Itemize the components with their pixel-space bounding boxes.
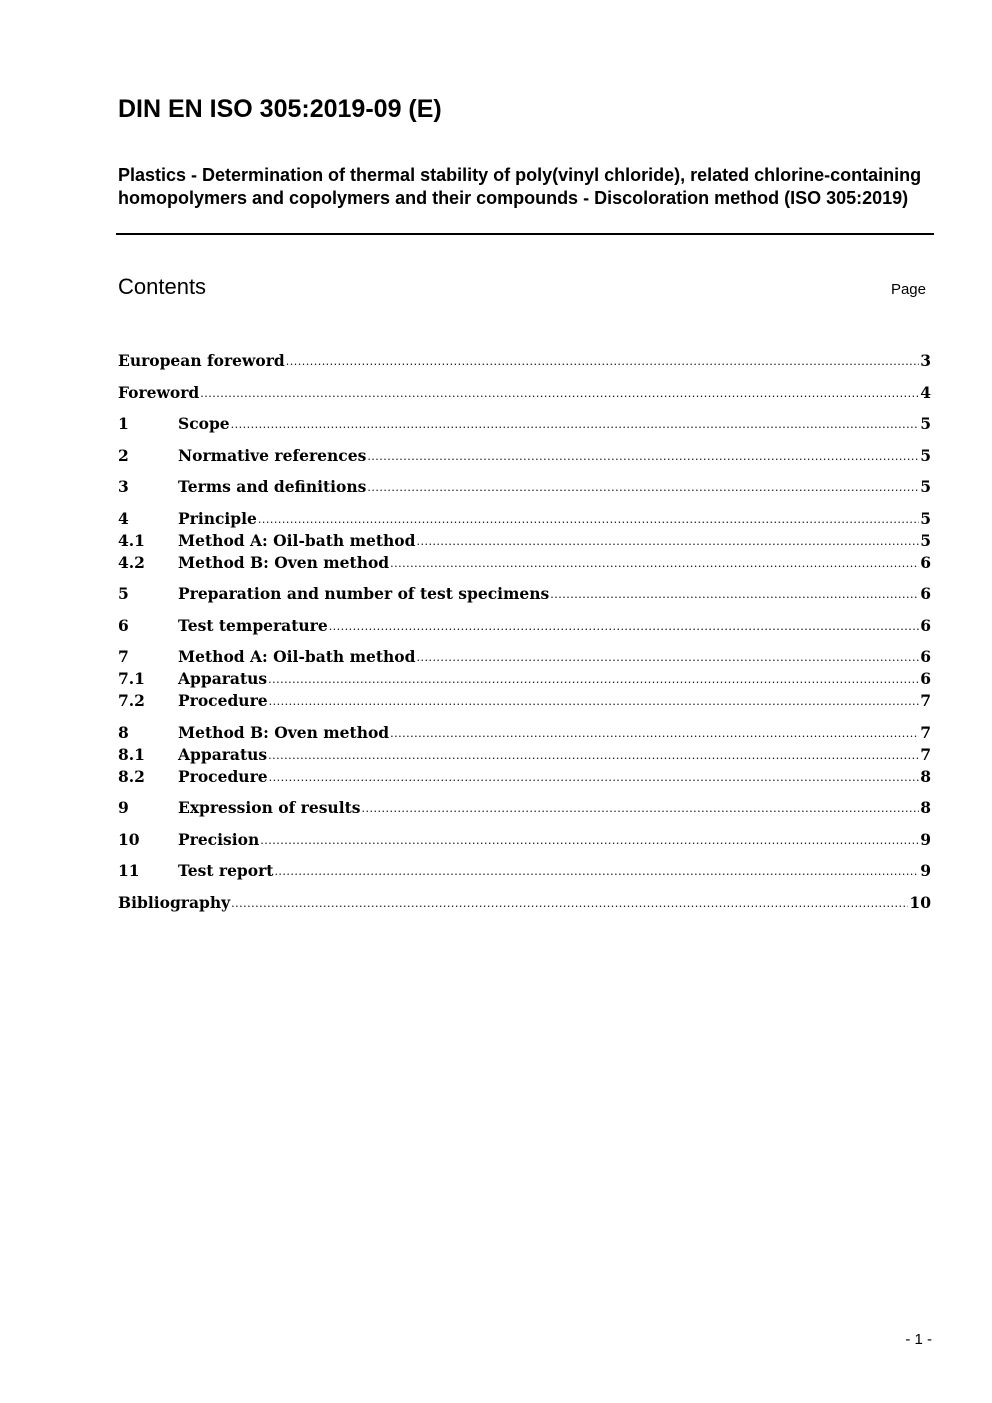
- toc-entry-foreword[interactable]: [118, 382, 931, 404]
- toc-entry-principle-method-a[interactable]: [118, 530, 931, 552]
- toc-entry-page: 6: [920, 584, 931, 603]
- toc-entry-number: 2: [118, 445, 129, 465]
- toc-entry-number: 4.1: [118, 530, 145, 550]
- toc-entry-page: 5: [920, 477, 931, 496]
- toc-entry-title: Apparatus: [178, 669, 268, 688]
- toc-leader-dots: [260, 830, 919, 852]
- toc-entry-number: 5: [118, 584, 129, 603]
- toc-entry-title: Procedure: [178, 766, 268, 786]
- toc-leader-dots: [416, 531, 919, 553]
- toc-entry-method-b-apparatus[interactable]: [118, 744, 931, 766]
- toc-entry-method-a[interactable]: [118, 646, 931, 668]
- toc-leader-dots: [416, 647, 919, 669]
- toc-entry-page: 8: [920, 766, 931, 786]
- toc-entry-title: Principle: [178, 508, 257, 528]
- title-divider: [116, 233, 934, 235]
- toc-entry-page: 5: [920, 530, 931, 550]
- toc-leader-dots: [231, 414, 920, 436]
- toc-entry-title: Normative references: [178, 445, 367, 465]
- table-of-contents: [118, 350, 931, 914]
- toc-entry-page: 5: [920, 508, 931, 528]
- toc-entry-page: 3: [920, 351, 931, 370]
- toc-entry-title: Method B: Oven method: [178, 552, 390, 572]
- toc-entry-page: 6: [920, 669, 931, 688]
- toc-leader-dots: [269, 691, 920, 713]
- page-number: - 1 -: [905, 1331, 932, 1348]
- toc-entry-title: Method B: Oven method: [178, 722, 390, 742]
- toc-entry-bibliography[interactable]: [118, 892, 931, 914]
- toc-entry-method-b[interactable]: [118, 722, 931, 744]
- toc-leader-dots: [231, 893, 908, 915]
- toc-entry-terms-and-definitions[interactable]: [118, 476, 931, 498]
- document-title: DIN EN ISO 305:2019-09 (E): [118, 95, 442, 123]
- toc-entry-number: 4.2: [118, 552, 145, 572]
- toc-entry-page: 6: [920, 615, 931, 635]
- toc-entry-page: 8: [920, 798, 931, 817]
- toc-entry-test-report[interactable]: [118, 860, 931, 882]
- toc-entry-number: 9: [118, 798, 129, 817]
- toc-entry-expression-of-results[interactable]: [118, 797, 931, 819]
- toc-leader-dots: [274, 861, 919, 883]
- toc-entry-page: 6: [920, 647, 931, 666]
- toc-entry-title: Test temperature: [178, 615, 328, 635]
- toc-entry-page: 4: [920, 382, 931, 402]
- toc-leader-dots: [367, 446, 919, 468]
- toc-leader-dots: [550, 584, 919, 606]
- toc-entry-title: Procedure: [178, 691, 268, 710]
- toc-entry-title: Method A: Oil-bath method: [178, 530, 416, 550]
- toc-entry-precision[interactable]: [118, 829, 931, 851]
- toc-leader-dots: [390, 553, 919, 575]
- toc-entry-number: 8.1: [118, 744, 145, 764]
- toc-leader-dots: [367, 477, 919, 499]
- toc-entry-page: 5: [920, 414, 931, 433]
- toc-leader-dots: [269, 767, 920, 789]
- toc-entry-title: Preparation and number of test specimens: [178, 584, 550, 603]
- toc-entry-number: 8: [118, 722, 129, 742]
- toc-entry-european-foreword[interactable]: [118, 350, 931, 372]
- toc-entry-title: Precision: [178, 829, 260, 849]
- contents-heading: Contents: [118, 274, 207, 299]
- toc-entry-number: 1: [118, 414, 129, 433]
- toc-entry-method-a-apparatus[interactable]: [118, 668, 931, 690]
- toc-entry-method-a-procedure[interactable]: [118, 690, 931, 712]
- toc-entry-page: 9: [920, 829, 931, 849]
- toc-leader-dots: [200, 383, 919, 405]
- toc-leader-dots: [268, 745, 919, 767]
- toc-entry-number: 6: [118, 615, 129, 635]
- toc-entry-title: Bibliography: [118, 892, 231, 912]
- toc-entry-title: Method A: Oil-bath method: [178, 647, 416, 666]
- toc-entry-preparation[interactable]: [118, 583, 931, 605]
- document-subtitle: Plastics - Determination of thermal stability of poly(vinyl chloride), related chlorine-containing homopolymers and copolymers and their compounds - Discoloration method (ISO 305:2019): [118, 165, 922, 208]
- toc-entry-number: 7.1: [118, 669, 145, 688]
- toc-entry-normative-references[interactable]: [118, 445, 931, 467]
- toc-entry-page: 7: [920, 691, 931, 710]
- toc-entry-page: 5: [920, 445, 931, 465]
- toc-leader-dots: [329, 616, 920, 638]
- toc-entry-page: 6: [920, 552, 931, 572]
- toc-entry-principle-method-b[interactable]: [118, 552, 931, 574]
- toc-entry-number: 7: [118, 647, 129, 666]
- toc-entry-number: 4: [118, 508, 129, 528]
- toc-entry-title: Foreword: [118, 382, 200, 402]
- toc-entry-title: Test report: [178, 861, 274, 880]
- toc-entry-method-b-procedure[interactable]: [118, 766, 931, 788]
- toc-leader-dots: [258, 509, 919, 531]
- toc-entry-title: Scope: [178, 414, 230, 433]
- toc-entry-number: 7.2: [118, 691, 145, 710]
- toc-leader-dots: [361, 798, 919, 820]
- toc-entry-title: Expression of results: [178, 798, 361, 817]
- toc-entry-page: 7: [920, 744, 931, 764]
- toc-entry-title: European foreword: [118, 351, 285, 370]
- toc-entry-number: 8.2: [118, 766, 145, 786]
- page-column-label: Page: [890, 281, 926, 298]
- toc-entry-test-temperature[interactable]: [118, 615, 931, 637]
- toc-entry-page: 10: [909, 892, 931, 912]
- toc-entry-page: 7: [920, 722, 931, 742]
- toc-entry-principle[interactable]: [118, 508, 931, 530]
- toc-entry-page: 9: [920, 861, 931, 880]
- toc-entry-number: 3: [118, 477, 129, 496]
- toc-entry-title: Terms and definitions: [178, 477, 367, 496]
- toc-entry-number: 10: [118, 829, 140, 849]
- toc-entry-scope[interactable]: [118, 413, 931, 435]
- toc-leader-dots: [390, 723, 919, 745]
- toc-leader-dots: [286, 351, 919, 373]
- toc-entry-number: 11: [118, 861, 140, 880]
- toc-leader-dots: [268, 669, 919, 691]
- toc-entry-title: Apparatus: [178, 744, 268, 764]
